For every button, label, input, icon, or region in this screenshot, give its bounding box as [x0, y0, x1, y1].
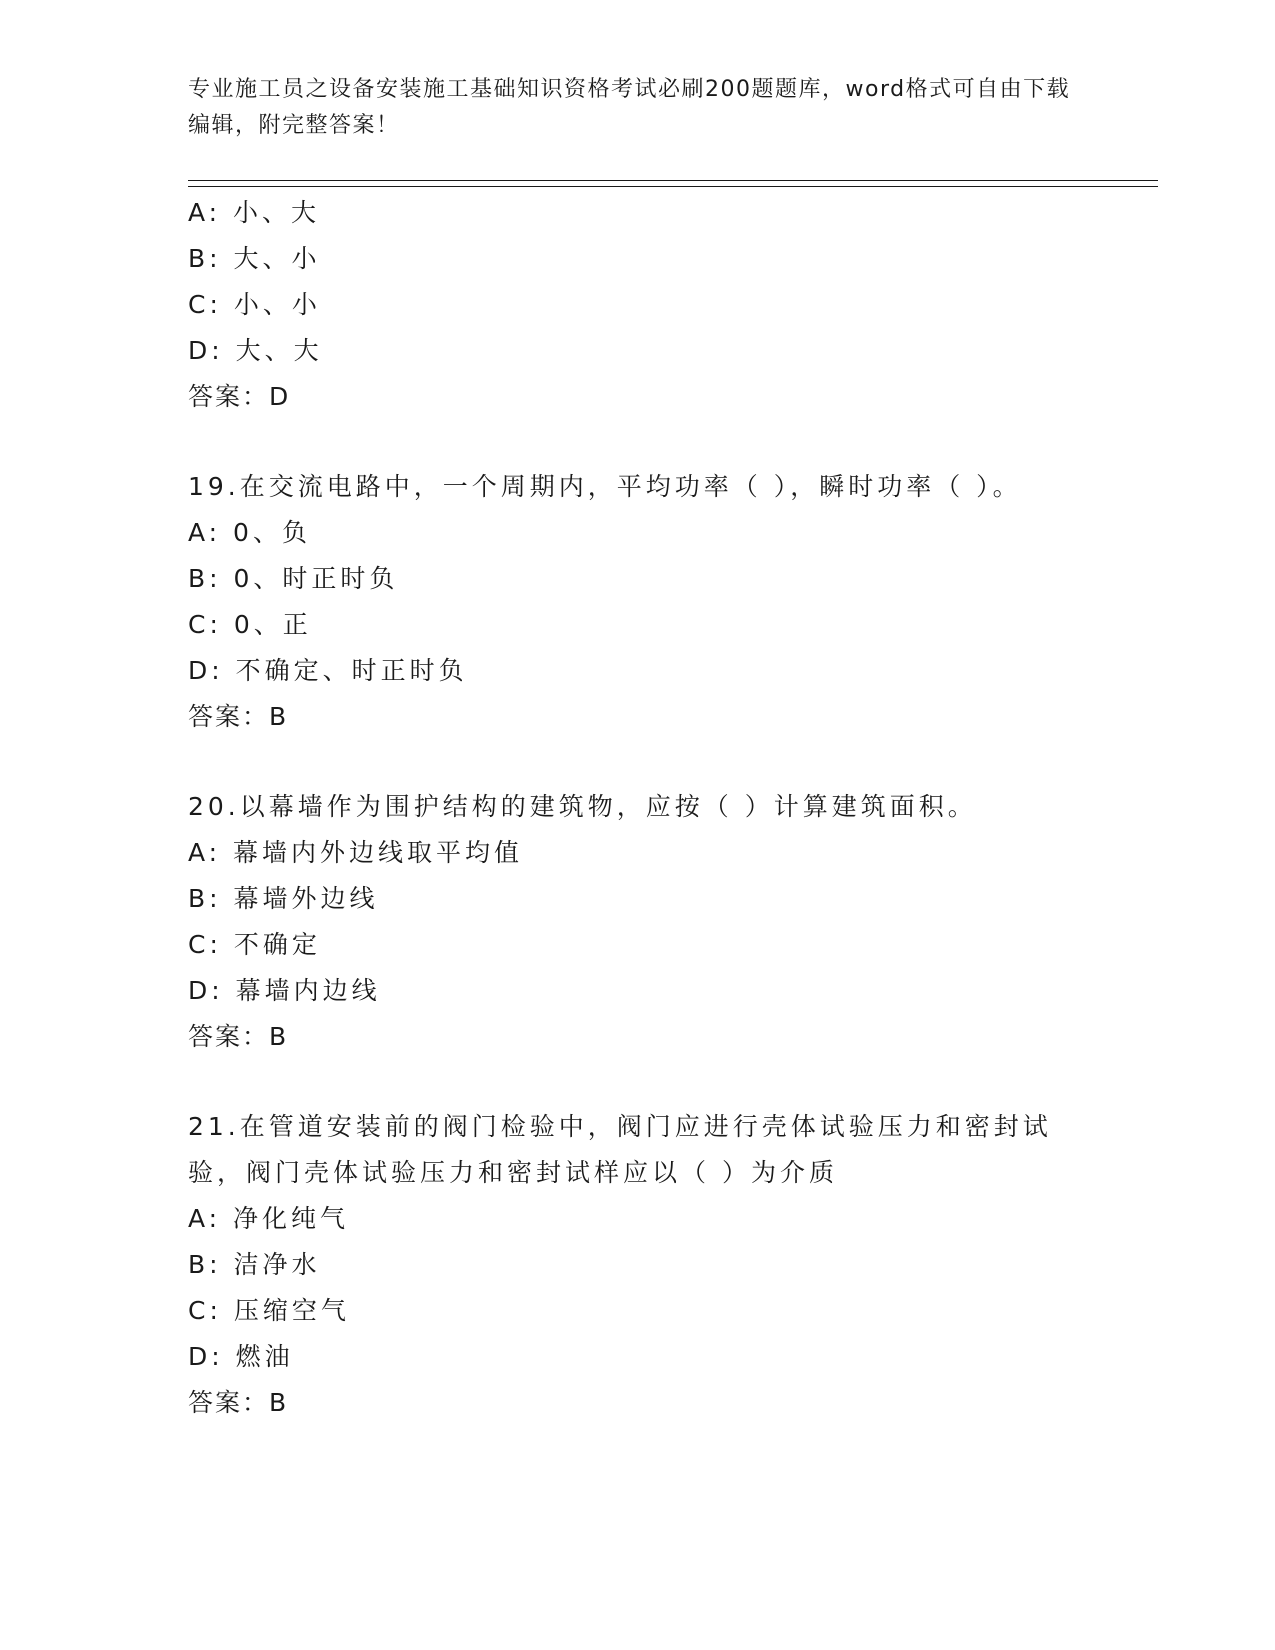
question-20 [188, 784, 1178, 1060]
option-d: D: 不确定、时正时负 [188, 656, 468, 685]
option-a: A: 净化纯气 [188, 1204, 350, 1233]
option-a: A: 幕墙内外边线取平均值 [188, 838, 524, 867]
question-text: 19.在交流电路中，一个周期内，平均功率（ ），瞬时功率（ ）。 [188, 472, 1022, 501]
option-c: C: 压缩空气 [188, 1296, 350, 1325]
header-double-rule [188, 180, 1158, 187]
option-b: B: 洁净水 [188, 1250, 321, 1279]
option-d: D: 幕墙内边线 [188, 976, 381, 1005]
question-19 [188, 464, 1178, 740]
option-b: B: 大、小 [188, 244, 321, 273]
question-text: 20.以幕墙作为围护结构的建筑物，应按（ ）计算建筑面积。 [188, 792, 977, 821]
question-list [188, 190, 1178, 1426]
document-title: 专业施工员之设备安装施工基础知识资格考试必刷200题题库，word格式可自由下载编辑，附完整答案！ [188, 77, 1071, 138]
option-c: C: 0、正 [188, 610, 312, 639]
option-d: D: 大、大 [188, 336, 323, 365]
option-c: C: 不确定 [188, 930, 321, 959]
document-header [188, 72, 1088, 144]
answer-line: 答案：D [188, 382, 291, 411]
answer-line: 答案：B [188, 1388, 289, 1417]
previous-question-options [188, 190, 1178, 420]
option-a: A: 0、负 [188, 518, 311, 547]
answer-line: 答案：B [188, 1022, 289, 1051]
answer-line: 答案：B [188, 702, 289, 731]
option-c: C: 小、小 [188, 290, 321, 319]
option-d: D: 燃油 [188, 1342, 294, 1371]
question-text: 21.在管道安装前的阀门检验中，阀门应进行壳体试验压力和密封试验，阀门壳体试验压力和密封试样应以（ ）为介质 [188, 1112, 1052, 1187]
option-b: B: 幕墙外边线 [188, 884, 379, 913]
option-a: A: 小、大 [188, 198, 321, 227]
question-21 [188, 1104, 1178, 1426]
option-b: B: 0、时正时负 [188, 564, 399, 593]
